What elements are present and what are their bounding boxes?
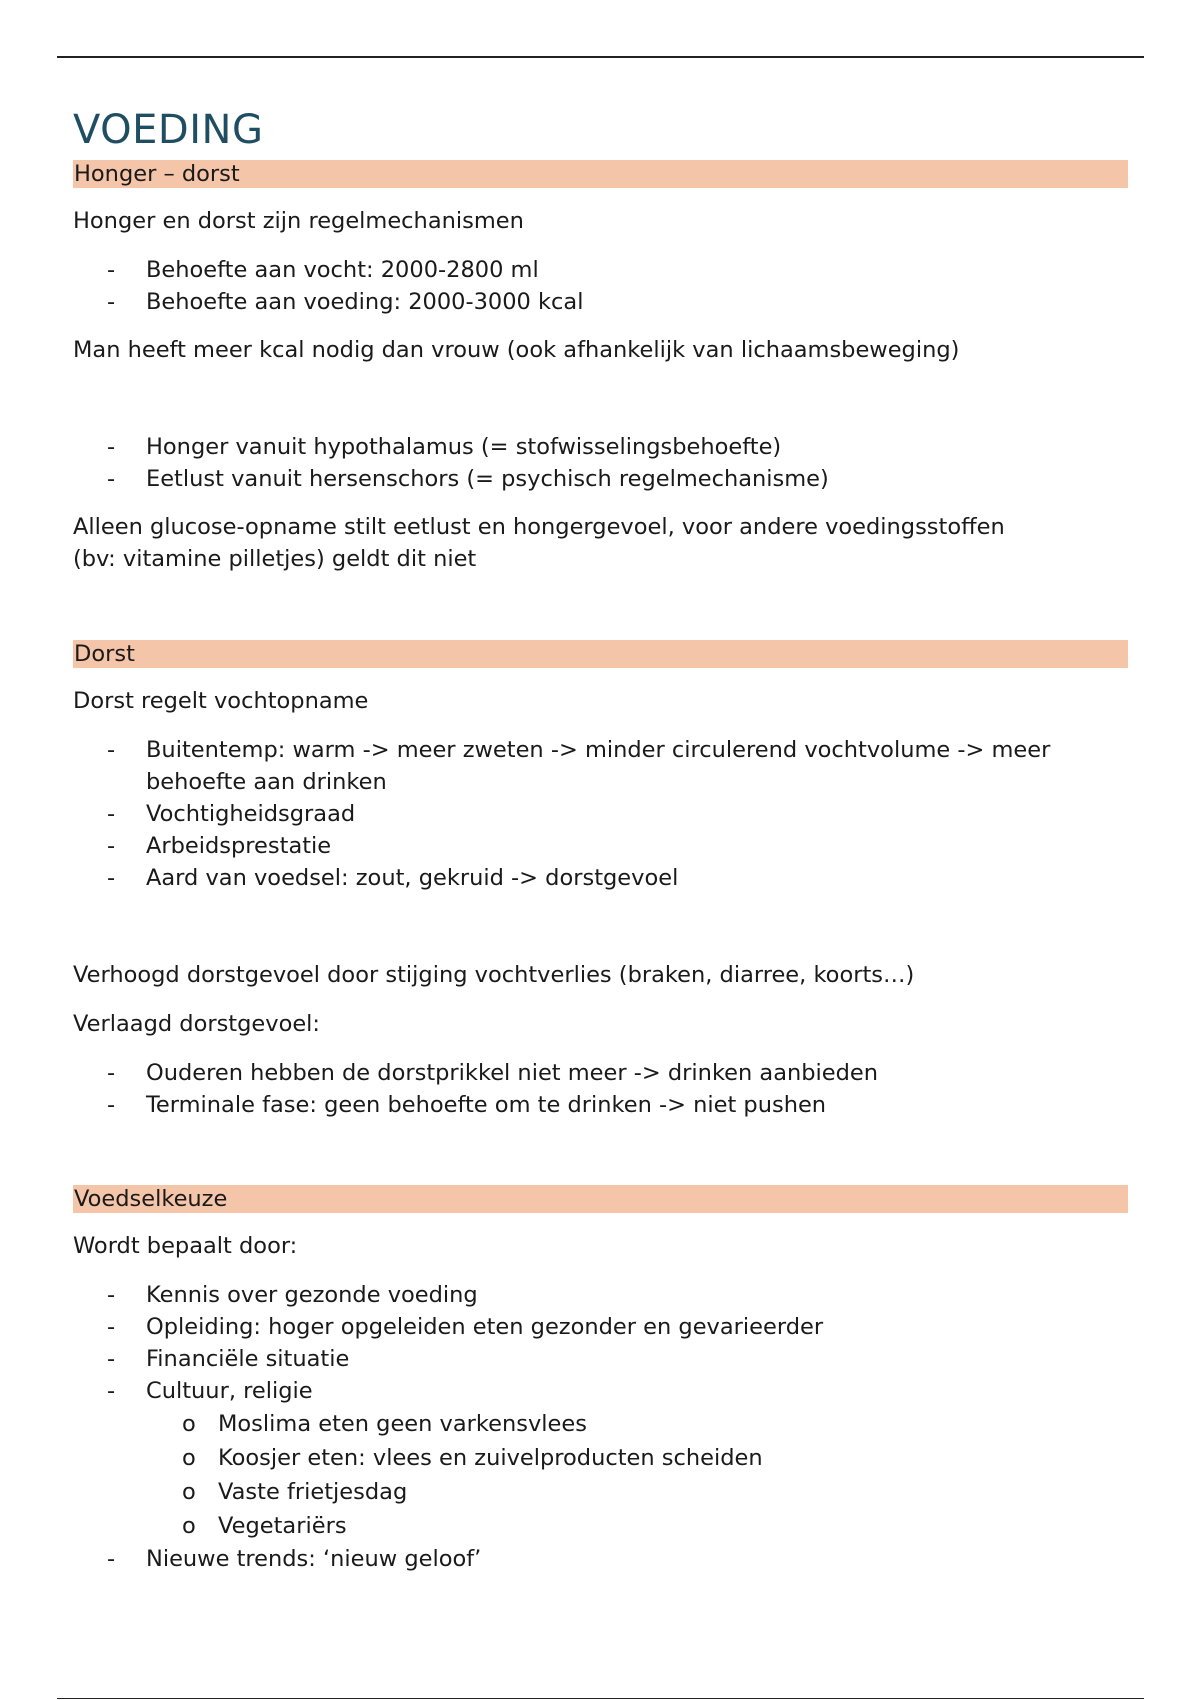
list-item: - Opleiding: hoger opgeleiden eten gezonder en gevarieerder [107,1314,824,1340]
list-item: - Behoefte aan vocht: 2000-2800 ml [107,257,539,283]
list-item: - Nieuwe trends: ‘nieuw geloof’ [107,1546,482,1572]
list-item: - Buitentemp: warm -> meer zweten -> minder circulerend vochtvolume -> meer behoefte aan drinken [107,737,1051,795]
paragraph: Wordt bepaalt door: [73,1233,298,1259]
paragraph: Verlaagd dorstgevoel: [73,1011,321,1037]
bullet-list [73,1279,1128,1575]
list-item: - Aard van voedsel: zout, gekruid -> dorstgevoel [107,865,679,891]
bullet-list [73,254,1128,318]
list-item: - Arbeidsprestatie [107,833,332,859]
bullet-list [73,1057,1128,1121]
section-heading-voedselkeuze: Voedselkeuze [73,1185,1128,1213]
sub-list-item: o Moslima eten geen varkensvlees [182,1411,587,1437]
paragraph: Alleen glucose-opname stilt eetlust en hongergevoel, voor andere voedingsstoffen [73,514,1005,540]
bullet-list [73,734,1128,894]
section-heading-dorst: Dorst [73,640,1128,668]
document-body [73,100,1128,1575]
bullet-list [73,431,1128,495]
list-item: - Kennis over gezonde voeding [107,1282,478,1308]
list-item: - Eetlust vanuit hersenschors (= psychisch regelmechanisme) [107,466,829,492]
section-heading-honger-dorst: Honger – dorst [73,160,1128,188]
paragraph: (bv: vitamine pilletjes) geldt dit niet [73,546,477,572]
paragraph: Verhoogd dorstgevoel door stijging vochtverlies (braken, diarree, koorts…) [73,962,915,988]
paragraph: Honger en dorst zijn regelmechanismen [73,208,524,234]
list-item: - Ouderen hebben de dorstprikkel niet meer -> drinken aanbieden [107,1060,879,1086]
paragraph: Man heeft meer kcal nodig dan vrouw (ook afhankelijk van lichaamsbeweging) [73,337,960,363]
list-item: - Honger vanuit hypothalamus (= stofwisselingsbehoefte) [107,434,782,460]
footer-rule [57,1698,1144,1699]
list-item: - Terminale fase: geen behoefte om te drinken -> niet pushen [107,1092,827,1118]
sub-list-item: o Vaste frietjesdag [182,1479,408,1505]
paragraph: Dorst regelt vochtopname [73,688,369,714]
list-item: - Cultuur, religie [107,1378,313,1404]
page-title: VOEDING [73,107,264,153]
list-item: - Behoefte aan voeding: 2000-3000 kcal [107,289,584,315]
list-item: - Financiële situatie [107,1346,350,1372]
sub-list-item: o Koosjer eten: vlees en zuivelproducten scheiden [182,1445,763,1471]
sub-list-item: o Vegetariërs [182,1513,347,1539]
list-item: - Vochtigheidsgraad [107,801,356,827]
header-rule [57,56,1144,58]
